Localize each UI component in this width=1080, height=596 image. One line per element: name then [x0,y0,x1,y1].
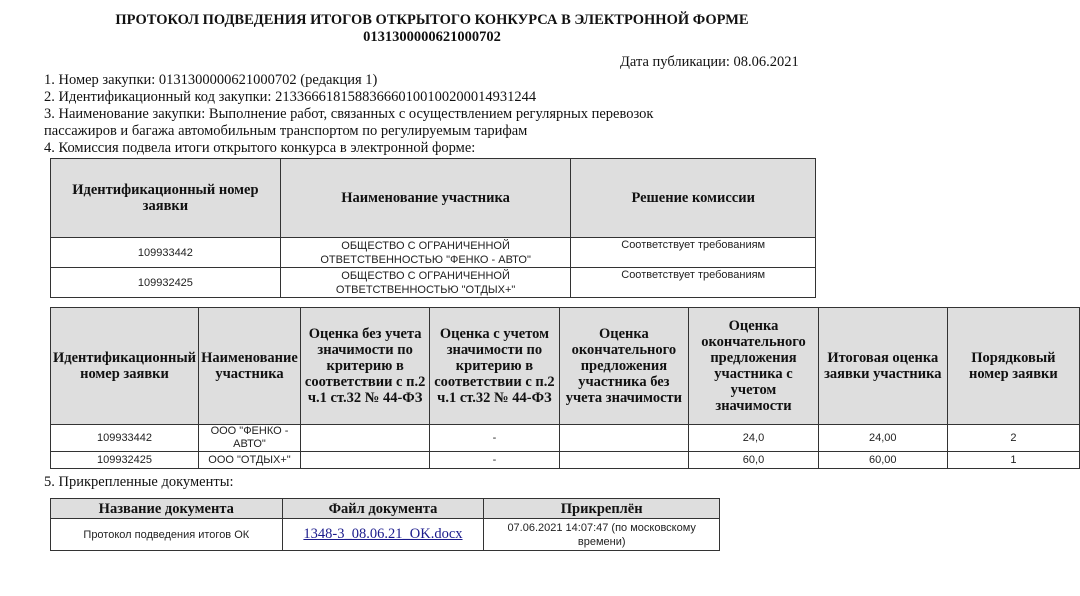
table-cell: 109932425 [51,268,281,298]
table-cell: 07.06.2021 14:07:47 (по московскому времени) [484,519,720,551]
col-header: Оценка окончательного предложения участника без учета значимости [559,308,689,425]
table-cell: Протокол подведения итогов ОК [51,519,283,551]
table-row [51,425,1080,452]
col-header: Файл документа [282,499,484,519]
table-row [51,519,720,551]
table-header-row [51,159,816,238]
table-cell [300,452,429,469]
table-header-row [51,499,720,519]
table-cell: Соответствует требованиям [571,238,816,268]
table-cell: 60,0 [689,452,819,469]
documents-table [50,498,720,551]
file-download-link[interactable]: 1348-3_08.06.21_OK.docx [303,526,463,542]
table-cell [559,452,689,469]
item-3b: пассажиров и багажа автомобильным транспортом по регулируемым тарифам [44,123,528,139]
table-cell: 24,0 [689,425,819,452]
title-line2: 0131300000621000702 [363,29,501,45]
col-header: Оценка с учетом значимости по критерию в соответствии с п.2 ч.1 ст.32 № 44-ФЗ [430,308,559,425]
col-header: Идентификационный номер заявки [51,308,199,425]
col-header: Наименование участника [280,159,571,238]
table-cell: ОБЩЕСТВО С ОГРАНИЧЕННОЙ ОТВЕТСТВЕННОСТЬЮ "ОТДЫХ+" [280,268,571,298]
col-header: Идентификационный номер заявки [51,159,281,238]
table-cell: 109932425 [51,452,199,469]
table-cell: 24,00 [818,425,947,452]
table-cell: 1 [947,452,1079,469]
table-cell: 109933442 [51,425,199,452]
table-cell [300,425,429,452]
info-items [44,72,804,157]
col-header: Решение комиссии [571,159,816,238]
table-cell: 2 [947,425,1079,452]
item-4: 4. Комиссия подвела итоги открытого конкурса в электронной форме: [44,140,476,156]
item-3a: 3. Наименование закупки: Выполнение работ, связанных с осуществлением регулярных перевозок [44,106,654,122]
table-cell: 60,00 [818,452,947,469]
title-line1: ПРОТОКОЛ ПОДВЕДЕНИЯ ИТОГОВ ОТКРЫТОГО КОНКУРСА В ЭЛЕКТРОННОЙ ФОРМЕ [115,12,749,28]
col-header: Оценка окончательного предложения участника с учетом значимости [689,308,819,425]
section-5-label: 5. Прикрепленные документы: [44,474,234,490]
page-title [0,12,864,46]
table-cell: 109933442 [51,238,281,268]
table-cell: ООО "ОТДЫХ+" [199,452,301,469]
table-row [51,238,816,268]
table-row [51,268,816,298]
table-cell: Соответствует требованиям [571,268,816,298]
col-header: Порядковый номер заявки [947,308,1079,425]
item-1: 1. Номер закупки: 0131300000621000702 (редакция 1) [44,72,378,88]
table-cell: ООО "ФЕНКО - АВТО" [199,425,301,452]
table-cell: - [430,425,559,452]
col-header: Название документа [51,499,283,519]
publication-date: Дата публикации: 08.06.2021 [620,54,799,70]
decision-table [50,158,816,298]
scores-table [50,307,1080,469]
table-cell [282,519,484,551]
col-header: Оценка без учета значимости по критерию в соответствии с п.2 ч.1 ст.32 № 44-ФЗ [300,308,429,425]
col-header: Итоговая оценка заявки участника [818,308,947,425]
col-header: Наименование участника [199,308,301,425]
item-2: 2. Идентификационный код закупки: 213366618158836660100100200014931244 [44,89,537,105]
table-cell [559,425,689,452]
col-header: Прикреплён [484,499,720,519]
table-cell: ОБЩЕСТВО С ОГРАНИЧЕННОЙ ОТВЕТСТВЕННОСТЬЮ "ФЕНКО - АВТО" [280,238,571,268]
table-row [51,452,1080,469]
table-header-row [51,308,1080,425]
table-cell: - [430,452,559,469]
